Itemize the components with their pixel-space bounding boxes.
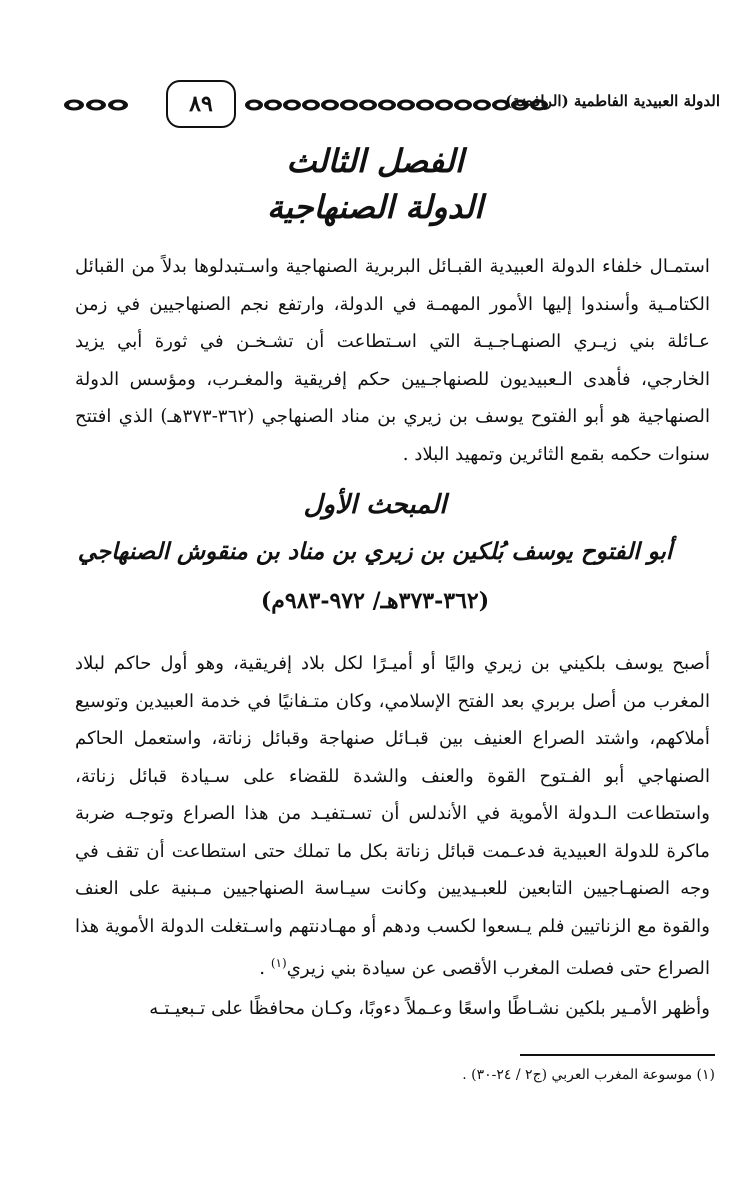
page-header — [40, 80, 720, 130]
running-title: الدولة العبيدية الفاطمية (الرافضة) — [505, 92, 720, 110]
page-number-text: ٨٩ — [189, 91, 213, 117]
ornament-link-hole — [364, 103, 373, 108]
ornament-link-hole — [250, 103, 259, 108]
ornament-link-hole — [402, 103, 411, 108]
body-paragraph-end: . — [259, 958, 271, 980]
section-dates: (٣٦٢-٣٧٣هـ/ ٩٧٢-٩٨٣م) — [260, 588, 490, 614]
ornament-link-hole — [288, 103, 297, 108]
body-paragraph-text: أصبح يوسف بلكيني بن زيري واليًا أو أميـرًا لكل بلاد إفريقية، وهو أول حاكم لبلاد المغرب من أصل بربري بعد الفتح الإسلامي، وكان متـفانيًا في خدمة العبيدين وتوسيع أملاكهم، واشتد الصراع العنيف بين قبـائل صنهاجة وقبائل زناتة، واستعمل الحاكم الصنهاجي أبو الفـتوح القوة والعنف والشدة للقضاء على سـيادة قبائل زناتة، واستطاعت الـدولة الأموية في الأندلس أن تسـتفيـد من هذا الصراع وتوجـه ضربة ماكرة للدولة العبيدية فدعـمت قبائل زناتة بكل ما تملك حتى استطاعت أن تقف في وجه الصنهـاجيين التابعين للعبـيديين وكانت سيـاسة الصنهاجيين مـبنية على العنف والقوة مع الزناتيين فلم يـسعوا لكسب ودهم أو مهـادنتهم واسـتغلت الدولة الأموية هذا الصراع حتى فصلت المغرب الأقصى عن سيادة بني زيري — [75, 653, 710, 980]
section-heading: المبحث الأول — [303, 490, 447, 520]
chapter-title: الفصل الثالث — [286, 142, 464, 180]
ornament-link-hole — [345, 103, 354, 108]
footnote-divider — [520, 1054, 715, 1056]
ornament-link-hole — [440, 103, 449, 108]
ornament-link-hole — [478, 103, 487, 108]
intro-paragraph: استمـال خلفاء الدولة العبيدية القبـائل البربرية الصنهاجية واسـتبدلوها بدلاً من القبائل الكتامـية وأسندوا إليها الأمور المهمـة في الدولة، وارتفع نجم الصنهاجيين في زمن عـائلة بني زيـري الصنهـاجـيـة التي اسـتطاعت أن تشـخـن في ثورة أبي يزيد الخارجي، فأهدى الـعبيديون للصنهاجـيين حكم إفريقية والمغـرب، ومؤسس الدولة الصنهاجية هو أبو الفتوح يوسف بن زيري بن مناد الصنهاجي (٣٦٢-٣٧٣هـ) الذي افتتح سنوات حكمه بقمع الثائرين وتمهيد البلاد . — [75, 256, 710, 465]
ornament-link-hole — [307, 103, 316, 108]
ornament-link-hole — [421, 103, 430, 108]
header-ornament-left — [62, 98, 134, 112]
page-number — [166, 80, 236, 128]
chapter-subtitle: الدولة الصنهاجية — [266, 188, 484, 226]
body-paragraph-2: وأظهر الأمـير بلكين نشـاطًا واسعًا وعـملاً دءوبًا، وكـان محافظًا على تـبعيـتـه — [149, 998, 710, 1019]
ornament-link-hole — [383, 103, 392, 108]
body-paragraph — [75, 645, 710, 988]
ornament-link-hole — [459, 103, 468, 108]
section-subheading: أبو الفتوح يوسف بُلكين بن زيري بن مناد بن منقوش الصنهاجي — [77, 538, 673, 565]
footnote: (١) موسوعة المغرب العربي (ج٢ / ٢٤-٣٠) . — [462, 1067, 715, 1083]
footnote-marker: (١) — [270, 956, 287, 970]
ornament-link-hole — [326, 103, 335, 108]
ornament-link-hole — [269, 103, 278, 108]
